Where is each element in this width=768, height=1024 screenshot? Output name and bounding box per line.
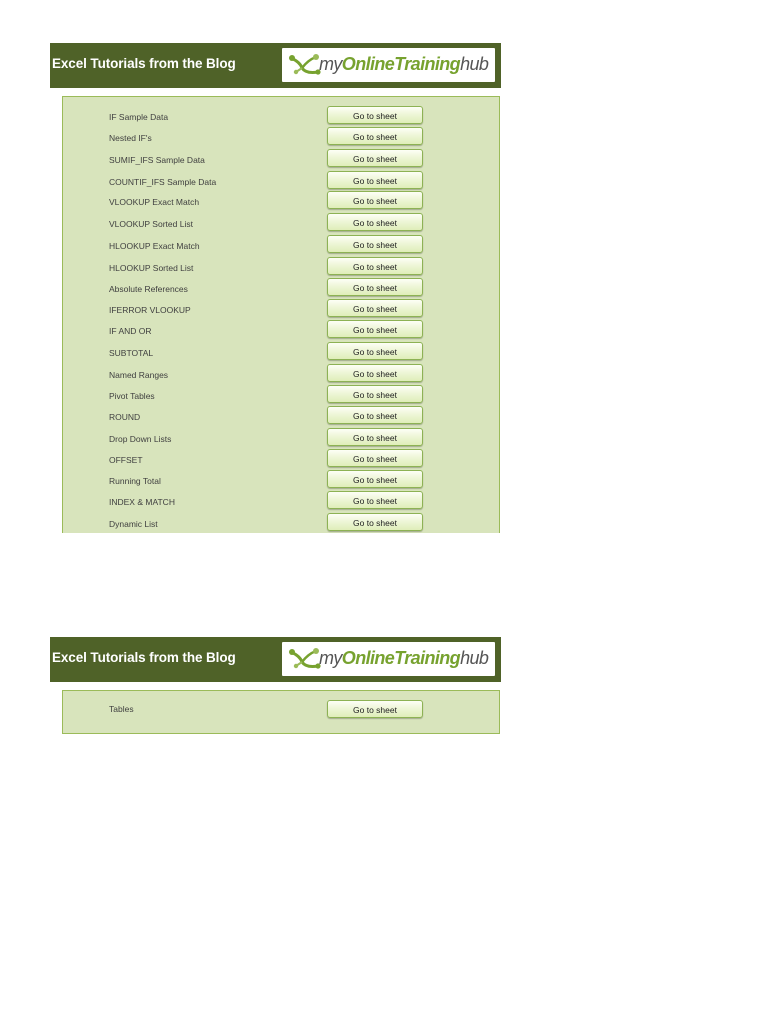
go-to-sheet-button[interactable]: Go to sheet [327,106,423,124]
list-item [63,235,499,257]
list-item [63,385,499,407]
tutorial-label: OFFSET [109,455,143,465]
go-to-sheet-button[interactable]: Go to sheet [327,213,423,231]
list-item [63,213,499,235]
list-item [63,278,499,300]
tutorial-label: IF AND OR [109,326,152,336]
list-item [63,191,499,213]
list-item [63,342,499,364]
tutorial-label: SUMIF_IFS Sample Data [109,155,205,165]
logo-wordmark: myOnlineTraininghub [319,54,489,74]
tutorial-label: VLOOKUP Sorted List [109,219,193,229]
list-item [63,428,499,450]
go-to-sheet-button[interactable]: Go to sheet [327,127,423,145]
logo-wordmark: myOnlineTraininghub [319,648,489,668]
go-to-sheet-button[interactable]: Go to sheet [327,191,423,209]
branch-nodes-icon [288,646,322,672]
go-to-sheet-button[interactable]: Go to sheet [327,513,423,531]
tutorial-label: VLOOKUP Exact Match [109,197,200,207]
go-to-sheet-button[interactable]: Go to sheet [327,700,423,718]
list-item [63,491,499,513]
go-to-sheet-button[interactable]: Go to sheet [327,299,423,317]
tutorial-label: COUNTIF_IFS Sample Data [109,177,217,187]
tutorial-label: Named Ranges [109,370,169,380]
header-title: Excel Tutorials from the Blog [52,650,236,665]
list-item [63,470,499,492]
list-item [63,700,499,722]
list-item [63,406,499,428]
go-to-sheet-button[interactable]: Go to sheet [327,364,423,382]
go-to-sheet-button[interactable]: Go to sheet [327,149,423,167]
tutorial-list-panel [62,96,500,533]
go-to-sheet-button[interactable]: Go to sheet [327,428,423,446]
tutorial-label: SUBTOTAL [109,348,154,358]
tutorials-section-1 [50,43,502,533]
tutorial-label: HLOOKUP Exact Match [109,241,200,251]
tutorial-label: ROUND [109,412,141,422]
list-item [63,299,499,321]
go-to-sheet-button[interactable]: Go to sheet [327,278,423,296]
tutorial-label: IFERROR VLOOKUP [109,305,191,315]
go-to-sheet-button[interactable]: Go to sheet [327,342,423,360]
go-to-sheet-button[interactable]: Go to sheet [327,171,423,189]
tutorial-label: Pivot Tables [109,391,155,401]
tutorial-label: Tables [109,704,134,714]
tutorial-list-panel [62,690,500,734]
list-item [63,171,499,193]
tutorial-label: Dynamic List [109,519,158,529]
list-item [63,257,499,279]
logo [282,48,495,82]
list-item [63,364,499,386]
header-title: Excel Tutorials from the Blog [52,56,236,71]
list-item [63,513,499,535]
tutorial-label: HLOOKUP Sorted List [109,263,194,273]
list-item [63,320,499,342]
list-item [63,449,499,471]
tutorial-label: Absolute References [109,284,188,294]
section-header [50,43,501,88]
logo [282,642,495,676]
tutorial-label: Drop Down Lists [109,434,172,444]
go-to-sheet-button[interactable]: Go to sheet [327,491,423,509]
go-to-sheet-button[interactable]: Go to sheet [327,235,423,253]
list-item [63,127,499,149]
go-to-sheet-button[interactable]: Go to sheet [327,385,423,403]
go-to-sheet-button[interactable]: Go to sheet [327,470,423,488]
list-item [63,106,499,128]
go-to-sheet-button[interactable]: Go to sheet [327,320,423,338]
tutorial-label: Running Total [109,476,161,486]
go-to-sheet-button[interactable]: Go to sheet [327,406,423,424]
tutorial-label: IF Sample Data [109,112,169,122]
list-item [63,149,499,171]
tutorial-label: Nested IF's [109,133,152,143]
tutorial-label: INDEX & MATCH [109,497,175,507]
go-to-sheet-button[interactable]: Go to sheet [327,449,423,467]
branch-nodes-icon [288,52,322,78]
go-to-sheet-button[interactable]: Go to sheet [327,257,423,275]
tutorials-section-2 [50,637,502,734]
section-header [50,637,501,682]
